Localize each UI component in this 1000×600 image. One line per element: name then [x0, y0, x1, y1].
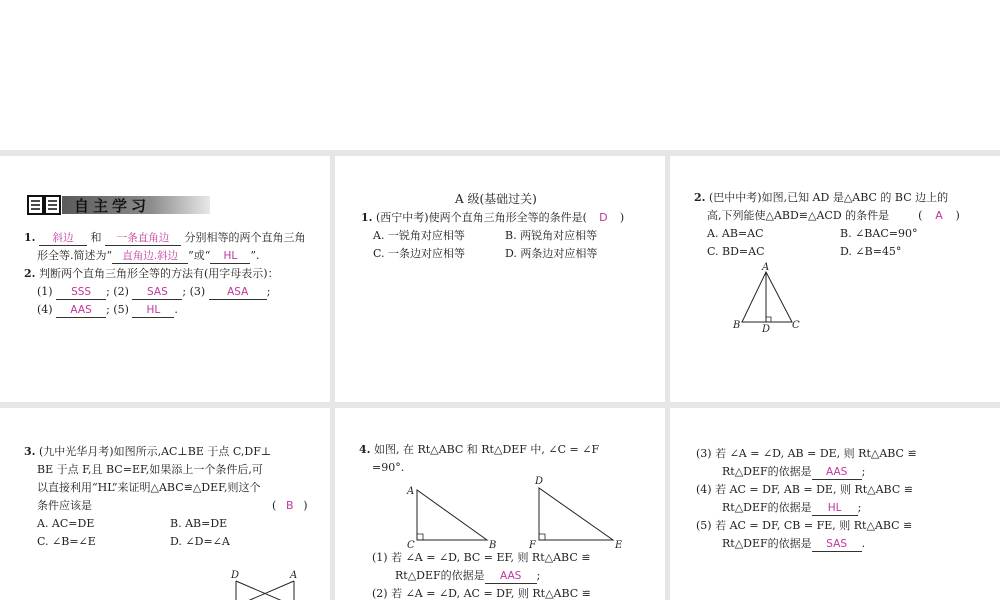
q2-item4-blank: AAS	[56, 304, 106, 318]
p3-q2-line2	[707, 208, 960, 223]
q2-text: 判断两个直角三角形全等的方法有(用字母表示)：	[38, 267, 279, 280]
q1-text-a: 分别相等的两个直角三角	[184, 231, 306, 244]
p4-q3-option-b: B. AB=DE	[170, 517, 228, 530]
q1-text-d: ”.	[250, 249, 260, 262]
p5-s1-line1: (1) 若 ∠A = ∠D, BC = EF, 则 Rt△ABC ≌	[372, 551, 591, 564]
p6-s5-end: .	[861, 537, 866, 550]
p4-q3-option-d: D. ∠D=∠A	[170, 535, 230, 548]
p4-q3-line3: 以直接利用“HL”来证明△ABC≌△DEF,则这个	[37, 481, 261, 494]
label-b: B	[733, 320, 741, 331]
p6-s5-text: Rt△DEF的依据是	[722, 537, 812, 550]
p4-q3-line2: BE 于点 F,且 BC=EF,如果添上一个条件后,可	[37, 463, 263, 476]
p6-s4-blank: HL	[812, 502, 858, 516]
p3-q2-number: 2.	[694, 191, 706, 204]
section-heading	[26, 193, 216, 217]
p6-s4-text: Rt△DEF的依据是	[722, 501, 812, 514]
p6-s3-line1: (3) 若 ∠A = ∠D, AB = DE, 则 Rt△ABC ≌	[696, 447, 917, 460]
label-d: D	[535, 476, 544, 487]
p6-s3-end: ;	[861, 465, 866, 478]
q2-line2: (1) SSS ; (2) SAS ; (3) ASA ;	[37, 285, 271, 298]
p3-q2-answer: A	[935, 209, 943, 222]
p6-s5-line2	[722, 536, 865, 552]
p6-s4-line1: (4) 若 AC = DF, AB = DE, 则 Rt△ABC ≌	[696, 483, 913, 496]
p2-q1-answer: D	[599, 211, 608, 224]
p4-q3-open: (	[272, 499, 277, 512]
p3-q2-close: )	[955, 209, 960, 222]
p4-q3-line4-text: 条件应该是	[37, 499, 92, 512]
triangle-def	[539, 488, 613, 540]
q2-item4-label: (4)	[37, 303, 53, 316]
label-e: E	[615, 540, 623, 550]
label-d: D	[762, 324, 771, 334]
q2-item2-label: (2)	[113, 285, 129, 298]
p6-s4-line2	[722, 500, 861, 516]
q1-text-c: ”或“	[188, 249, 211, 262]
crossing-triangles-figure	[226, 566, 316, 600]
p3-q2-option-a: A. AB=AC	[707, 227, 764, 240]
q1-text-b: 形全等.简述为“	[37, 249, 113, 262]
p5-q4-line2: =90°.	[372, 461, 405, 474]
p3-q2-line2-text: 高,下列能使△ABD≌△ACD 的条件是	[707, 209, 890, 222]
p4-q3-option-c: C. ∠B=∠E	[37, 535, 96, 548]
panel-question-3	[0, 408, 330, 600]
label-c: C	[792, 320, 800, 331]
q2-item5-blank: HL	[132, 304, 174, 318]
right-angle-c	[417, 534, 423, 540]
p4-q3-answer: B	[286, 499, 294, 512]
q1-line1	[24, 230, 305, 246]
p2-q1-option-c: C. 一条边对应相等	[373, 247, 466, 260]
q2-item5-label: (5)	[113, 303, 129, 316]
p5-s2-line1: (2) 若 ∠A = ∠D, AC = DF, 则 Rt△ABC ≌	[372, 587, 591, 600]
q2-item3-blank: ASA	[209, 286, 267, 300]
label-b: B	[489, 540, 497, 550]
q2-line3: (4) AAS ; (5) HL .	[37, 303, 178, 316]
p5-q4-number: 4.	[359, 443, 371, 456]
p3-q2-option-c: C. BD=AC	[707, 245, 765, 258]
label-d: D	[231, 570, 240, 581]
q1-number: 1.	[24, 231, 36, 244]
q2-item1-label: (1)	[37, 285, 53, 298]
triangle-abc	[417, 490, 487, 540]
panel-question-2	[670, 156, 1000, 402]
right-angle-mark	[766, 317, 771, 322]
label-f: F	[529, 540, 536, 550]
triangle-abc-figure	[730, 262, 810, 334]
p2-q1-option-a: A. 一锐角对应相等	[373, 229, 465, 242]
q2-item3-label: (3)	[189, 285, 206, 298]
q1-blank3: 直角边.斜边	[112, 250, 188, 264]
label-c: C	[407, 540, 415, 550]
p4-q3-bracket	[272, 498, 308, 513]
p3-q2-option-d: D. ∠B=45°	[840, 245, 902, 258]
p4-q3-line1-text: (九中光华月考)如图所示,AC⊥BE 于点 C,DF⊥	[38, 445, 272, 458]
book-icon	[26, 193, 62, 217]
label-a: A	[407, 486, 415, 497]
p3-q2-line1	[694, 190, 948, 205]
q2-number: 2.	[24, 267, 36, 280]
p2-q1-line	[361, 210, 624, 225]
p4-q3-close: )	[303, 499, 308, 512]
q1-line2	[37, 248, 260, 264]
p6-s3-blank: AAS	[812, 466, 862, 480]
top-blank-area	[0, 0, 1000, 150]
p6-s4-end: ;	[857, 501, 862, 514]
p5-s1-end: ;	[536, 569, 541, 582]
p2-q1-option-b: B. 两锐角对应相等	[505, 229, 598, 242]
panel-self-study	[0, 156, 330, 402]
p2-q1-close: )	[619, 211, 625, 224]
label-a: A	[290, 570, 298, 581]
p6-s3-line2	[722, 464, 865, 480]
p5-s1-line2	[395, 568, 540, 584]
q1-blank2: 一条直角边	[105, 232, 181, 246]
segment-cross-2	[236, 581, 294, 600]
p3-q2-line1-text: (巴中中考)如图,已知 AD 是△ABC 的 BC 边上的	[708, 191, 949, 204]
p6-s3-text: Rt△DEF的依据是	[722, 465, 812, 478]
two-right-triangles-figure	[405, 476, 665, 550]
p2-q1-text: (西宁中考)使两个直角三角形全等的条件是(	[375, 211, 587, 224]
p5-s1-blank: AAS	[485, 570, 537, 584]
q1-blank1: 斜边	[39, 232, 87, 246]
p4-q3-number: 3.	[24, 445, 36, 458]
p4-q3-line1	[24, 444, 271, 459]
p5-q4-line1-text: 如图, 在 Rt△ABC 和 Rt△DEF 中, ∠C = ∠F	[373, 443, 600, 456]
q1-and: 和	[90, 231, 102, 244]
p3-q2-option-b: B. ∠BAC=90°	[840, 227, 918, 240]
p4-q3-option-a: A. AC=DE	[37, 517, 95, 530]
segment-cross-1	[236, 581, 294, 600]
label-a: A	[762, 262, 770, 273]
p2-q1-number: 1.	[361, 211, 373, 224]
triangle-abc	[742, 272, 792, 322]
p6-s5-line1: (5) 若 AC = DF, CB = FE, 则 Rt△ABC ≌	[696, 519, 913, 532]
p5-q4-line1	[359, 442, 599, 457]
p5-s1-text: Rt△DEF的依据是	[395, 569, 485, 582]
panel-question-4-continued	[670, 408, 1000, 600]
level-title: A 级(基础过关)	[455, 192, 537, 206]
q2-item2-blank: SAS	[132, 286, 182, 300]
q1-blank4: HL	[210, 250, 250, 264]
panel-level-a	[335, 156, 665, 402]
p6-s5-blank: SAS	[812, 538, 862, 552]
right-angle-f	[539, 534, 545, 540]
panel-question-4	[335, 408, 665, 600]
p2-q1-option-d: D. 两条边对应相等	[505, 247, 598, 260]
q2-item1-blank: SSS	[56, 286, 106, 300]
p3-q2-open: (	[918, 209, 923, 222]
q2-line1	[24, 266, 279, 281]
p4-q3-line4	[37, 498, 92, 513]
heading-text: 自主学习	[74, 197, 151, 215]
